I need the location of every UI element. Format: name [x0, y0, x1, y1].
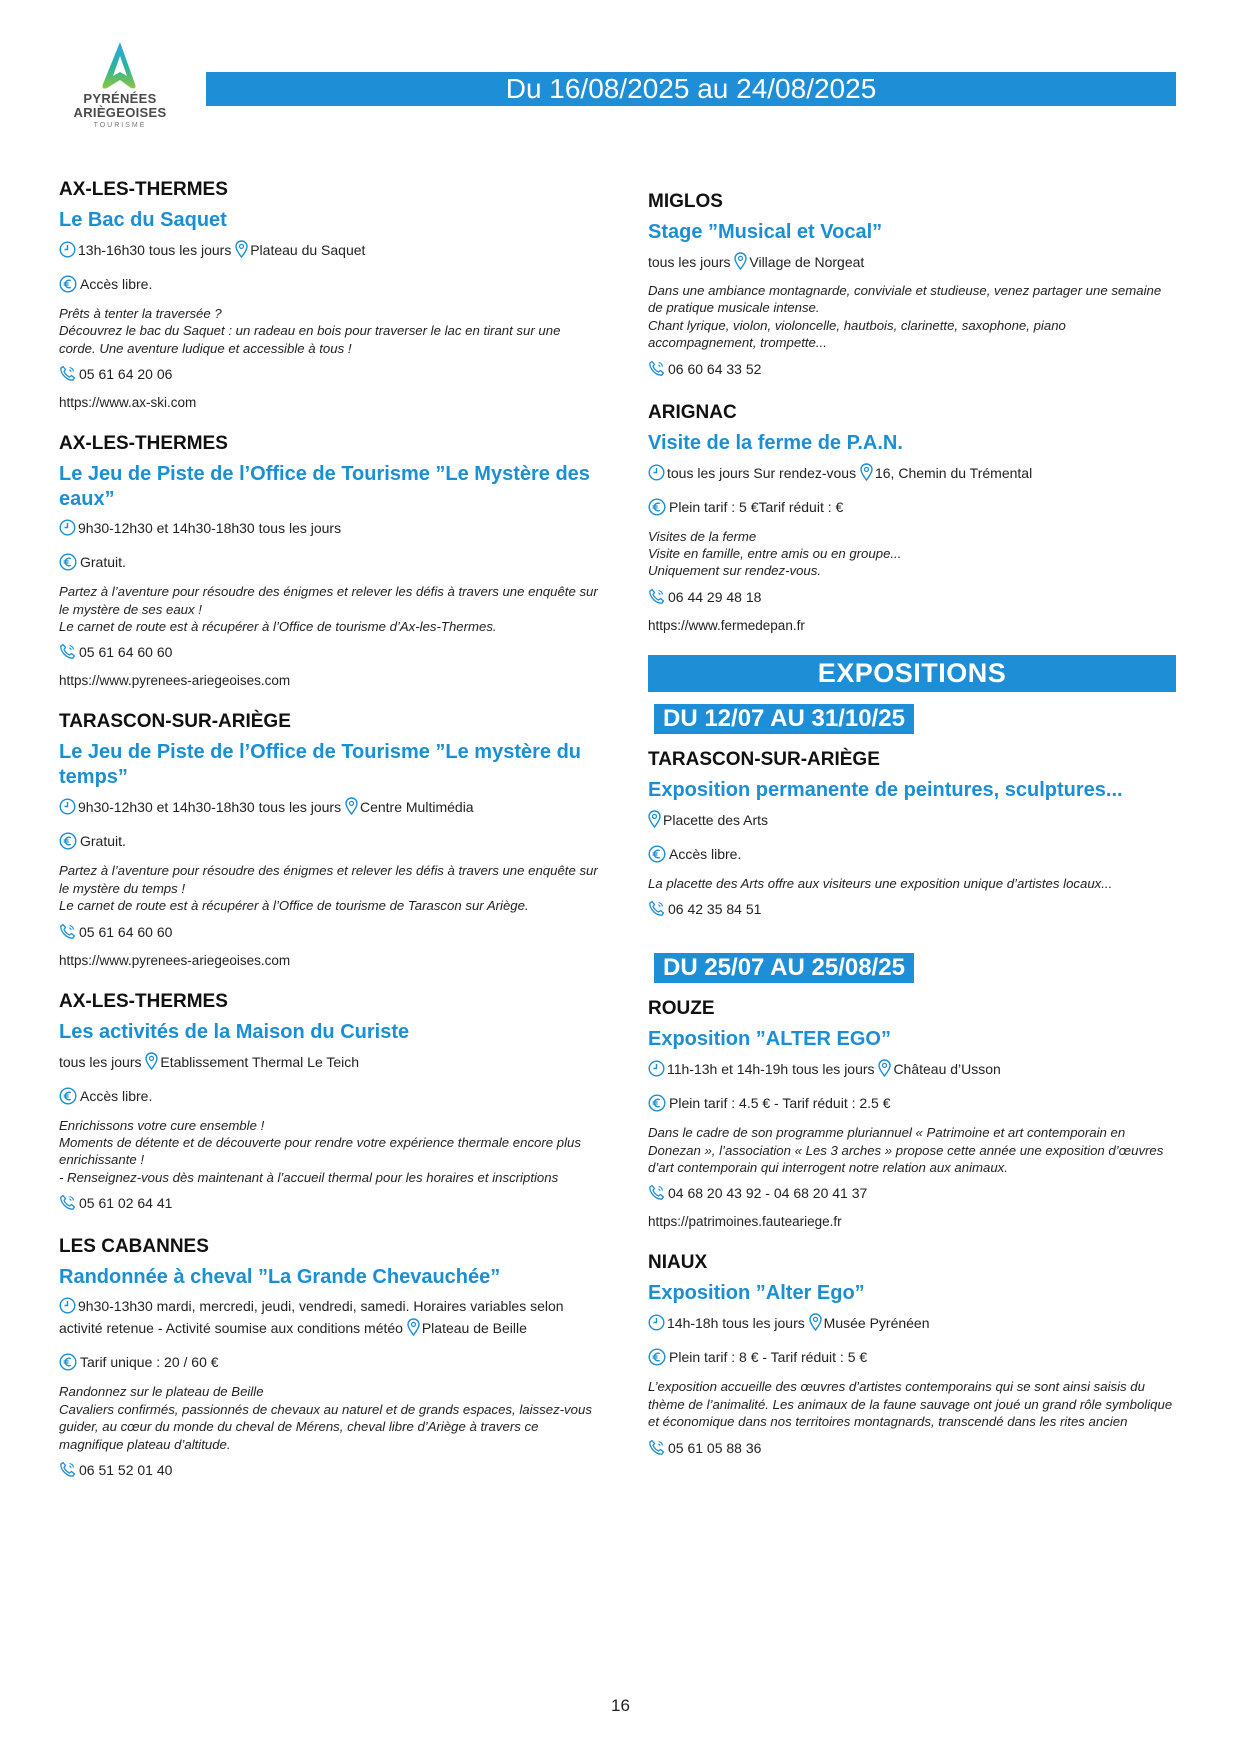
- event-description: Enrichissons votre cure ensemble ! Moments de détente et de découverte pour rendre votre expérience thermale encore plus enrichissante ! - Renseignez-vous dès maintenant à l’accueil thermal pour les horaires et inscriptions: [59, 1117, 581, 1185]
- event-description: Randonnez sur le plateau de Beille Cavaliers confirmés, passionnés de chevaux au naturel et de grands espaces, laissez-vous guider, au cœur du monde du cheval de Mérens, cheval libre d’Ariège à travers ce magnifique plateau d’altitude.: [59, 1384, 592, 1452]
- page-number: 16: [611, 1696, 630, 1715]
- period-label-2: DU 25/07 AU 25/08/25: [654, 953, 914, 983]
- event-schedule-location: [648, 1059, 1176, 1081]
- event-price: [59, 553, 599, 575]
- event-schedule: tous les jours Sur rendez-vous: [667, 464, 857, 481]
- event-schedule-location: [59, 1052, 599, 1074]
- event-schedule: 14h-18h tous les jours: [667, 1315, 805, 1332]
- event-description: Dans le cadre de son programme pluriannuel « Patrimoine et art contemporain en Donezan », l’association « Les 3 arches » propose cette année une exposition d’œuvres d’art contemporain qui interrogent notre relation aux animaux.: [648, 1125, 1164, 1176]
- event-phone-number: 05 61 02 64 41: [79, 1195, 173, 1212]
- event-description: La placette des Arts offre aux visiteurs une exposition unique d’artistes locaux...: [648, 875, 1113, 891]
- event-url[interactable]: https://www.pyrenees-ariegeoises.com: [59, 952, 291, 968]
- event-phone: [648, 1184, 1176, 1205]
- event-location: Centre Multimédia: [359, 799, 474, 816]
- event-phone: [648, 360, 1176, 381]
- event-item: [648, 748, 1176, 921]
- event-url[interactable]: https://www.ax-ski.com: [59, 395, 197, 411]
- event-title: Exposition permanente de peintures, sculptures...: [648, 778, 1123, 801]
- phone-icon: [648, 588, 665, 609]
- event-item: [648, 190, 1176, 381]
- clock-icon: [648, 1314, 665, 1335]
- event-phone: [648, 1439, 1176, 1460]
- phone-icon: [648, 360, 665, 381]
- event-schedule-location: [648, 810, 1176, 832]
- event-location: Plateau de Beille: [421, 1320, 527, 1337]
- logo: [70, 40, 170, 129]
- event-title: Exposition ”ALTER EGO”: [648, 1028, 891, 1051]
- location-pin-icon: [407, 1318, 420, 1340]
- event-price: [59, 832, 599, 854]
- event-location: 16, Chemin du Trémental: [874, 464, 1033, 481]
- event-town: AX-LES-THERMES: [59, 179, 228, 200]
- clock-icon: [59, 1297, 76, 1318]
- logo-text-line3: TOURISME: [93, 122, 147, 129]
- section-title-expositions: EXPOSITIONS: [648, 655, 1176, 692]
- event-title: Le Jeu de Piste de l’Office de Tourisme ”Le mystère du temps”: [59, 741, 582, 789]
- logo-text-line1: PYRÉNÉES: [83, 91, 157, 106]
- event-price-text: Accès libre.: [80, 276, 153, 292]
- euro-icon: [648, 845, 666, 867]
- event-town: TARASCON-SUR-ARIÈGE: [648, 748, 880, 770]
- phone-icon: [59, 643, 76, 664]
- event-url[interactable]: https://www.pyrenees-ariegeoises.com: [59, 673, 291, 689]
- event-price: [648, 1094, 1176, 1116]
- event-location: Château d’Usson: [893, 1061, 1001, 1078]
- event-schedule-location: [59, 797, 599, 819]
- event-town: LES CABANNES: [59, 1236, 209, 1258]
- event-schedule-location: [59, 519, 599, 540]
- location-pin-icon: [734, 252, 747, 274]
- event-title: Le Jeu de Piste de l’Office de Tourisme ”Le Mystère des eaux”: [59, 463, 590, 511]
- event-phone-number: 04 68 20 43 92 - 04 68 20 41 37: [668, 1185, 868, 1202]
- event-schedule-location: [648, 1313, 1176, 1335]
- clock-icon: [59, 519, 76, 540]
- euro-icon: [59, 1353, 77, 1375]
- event-town: MIGLOS: [648, 191, 723, 212]
- event-schedule-location: [59, 1297, 599, 1340]
- event-item: [59, 1235, 599, 1482]
- event-schedule: tous les jours: [648, 254, 731, 270]
- event-price: [648, 498, 1176, 520]
- event-title: Les activités de la Maison du Curiste: [59, 1020, 410, 1043]
- euro-icon: [59, 553, 77, 575]
- location-pin-icon: [145, 1052, 158, 1074]
- euro-icon: [59, 1087, 77, 1109]
- event-description: L’exposition accueille des œuvres d’artistes contemporains qui se sont ainsi saisis du thème de l’animalité. Les animaux de la faune sauvage ont joué un grand rôle symbolique et économique dans nos territoires montagnards, transcendé dans les rites ancien: [648, 1379, 1173, 1430]
- event-price: [59, 275, 599, 297]
- event-town: TARASCON-SUR-ARIÈGE: [59, 711, 291, 733]
- event-url[interactable]: https://patrimoines.fauteariege.fr: [648, 1214, 842, 1230]
- event-price-text: Plein tarif : 5 €Tarif réduit : €: [669, 498, 844, 515]
- event-location: Village de Norgeat: [749, 254, 865, 270]
- event-phone-number: 06 51 52 01 40: [79, 1461, 173, 1478]
- event-item: [59, 178, 599, 412]
- event-price-text: Gratuit.: [80, 554, 126, 571]
- event-description: Prêts à tenter la traversée ? Découvrez le bac du Saquet : un radeau en bois pour traverser le lac en tirant sur une corde. Une aventure ludique et accessible à tous !: [59, 306, 561, 356]
- event-description: Partez à l’aventure pour résoudre des énigmes et relever les défis à travers une enquête sur le mystère de ses eaux ! Le carnet de route est à récupérer à l’Office de tourisme d’Ax-les-Thermes.: [59, 584, 598, 635]
- event-phone: [59, 1194, 599, 1215]
- event-description: Dans une ambiance montagnarde, conviviale et studieuse, venez partager une semaine de pratique musicale intense. Chant lyrique, violon, violoncelle, hautbois, clarinette, saxophone, piano accompagnement, trompette...: [648, 283, 1162, 351]
- event-description: Partez à l’aventure pour résoudre des énigmes et relever les défis à travers une enquête sur le mystère du temps ! Le carnet de route est à récupérer à l’Office de tourisme de Tarascon sur Ariège.: [59, 863, 598, 914]
- period-label-1: DU 12/07 AU 31/10/25: [654, 704, 914, 734]
- event-phone-number: 06 60 64 33 52: [668, 360, 762, 377]
- event-item: [648, 1251, 1176, 1459]
- event-town: NIAUX: [648, 1252, 708, 1274]
- event-price-text: Gratuit.: [80, 833, 126, 850]
- event-location: Plateau du Saquet: [250, 242, 366, 258]
- event-schedule-location: [648, 252, 1176, 274]
- event-price-text: Accès libre.: [80, 1087, 153, 1104]
- event-title: Visite de la ferme de P.A.N.: [648, 431, 903, 454]
- event-schedule: 9h30-13h30 mardi, mercredi, jeudi, vendredi, samedi. Horaires variables selon activité retenue - Activité soumise aux conditions météo: [59, 1298, 564, 1337]
- location-pin-icon: [878, 1059, 891, 1081]
- location-pin-icon: [648, 810, 661, 832]
- logo-text-line2: ARIÈGEOISES: [73, 105, 167, 120]
- event-phone: [59, 643, 599, 664]
- location-pin-icon: [860, 463, 873, 485]
- phone-icon: [648, 1184, 665, 1205]
- event-schedule: 9h30-12h30 et 14h30-18h30 tous les jours: [78, 520, 342, 537]
- location-pin-icon: [235, 240, 248, 262]
- event-phone: [59, 1461, 599, 1482]
- clock-icon: [648, 1060, 665, 1081]
- event-title: Stage ”Musical et Vocal”: [648, 221, 883, 243]
- euro-icon: [648, 498, 666, 520]
- event-item: [59, 990, 599, 1216]
- event-title: Randonnée à cheval ”La Grande Chevauchée”: [59, 1266, 501, 1289]
- event-price: [59, 1087, 599, 1109]
- phone-icon: [59, 923, 76, 944]
- event-title: Exposition ”Alter Ego”: [648, 1282, 865, 1305]
- event-phone: [59, 365, 599, 386]
- event-schedule: tous les jours: [59, 1053, 142, 1070]
- event-phone: [648, 900, 1176, 921]
- event-schedule: 13h-16h30 tous les jours: [78, 242, 232, 258]
- phone-icon: [648, 900, 665, 921]
- event-phone: [59, 923, 599, 944]
- phone-icon: [648, 1439, 665, 1460]
- event-item: [59, 710, 599, 969]
- event-description: Visites de la ferme Visite en famille, entre amis ou en groupe... Uniquement sur rendez-vous.: [648, 528, 902, 579]
- event-schedule-location: [648, 463, 1176, 485]
- event-location: Musée Pyrénéen: [823, 1315, 930, 1332]
- location-pin-icon: [345, 797, 358, 819]
- euro-icon: [648, 1348, 666, 1370]
- left-column: [59, 178, 599, 1502]
- euro-icon: [648, 1094, 666, 1116]
- event-price: [59, 1353, 599, 1375]
- date-range-banner: Du 16/08/2025 au 24/08/2025: [206, 72, 1176, 106]
- phone-icon: [59, 1461, 76, 1482]
- event-location: Etablissement Thermal Le Teich: [160, 1053, 360, 1070]
- event-url[interactable]: https://www.fermedepan.fr: [648, 617, 805, 633]
- event-price: [648, 845, 1176, 867]
- clock-icon: [59, 241, 76, 262]
- event-phone-number: 05 61 64 60 60: [79, 644, 173, 661]
- event-item: [59, 432, 599, 690]
- euro-icon: [59, 275, 77, 297]
- event-price-text: Tarif unique : 20 / 60 €: [80, 1354, 219, 1371]
- euro-icon: [59, 832, 77, 854]
- event-phone: [648, 588, 1176, 609]
- right-column: [648, 190, 1176, 1480]
- event-item: [648, 997, 1176, 1231]
- event-town: AX-LES-THERMES: [59, 990, 228, 1012]
- event-schedule: 11h-13h et 14h-19h tous les jours: [667, 1061, 875, 1078]
- location-pin-icon: [809, 1313, 822, 1335]
- event-town: ARIGNAC: [648, 401, 737, 423]
- event-phone-number: 05 61 64 20 06: [79, 366, 173, 383]
- event-schedule-location: [59, 240, 599, 262]
- event-phone-number: 06 42 35 84 51: [668, 901, 762, 918]
- event-schedule: 9h30-12h30 et 14h30-18h30 tous les jours: [78, 799, 342, 816]
- event-location: Placette des Arts: [663, 811, 769, 828]
- event-town: ROUZE: [648, 998, 715, 1020]
- phone-icon: [59, 365, 76, 386]
- event-price-text: Plein tarif : 8 € - Tarif réduit : 5 €: [669, 1349, 868, 1366]
- event-title: Le Bac du Saquet: [59, 209, 227, 231]
- event-price: [648, 1348, 1176, 1370]
- event-item: [648, 401, 1176, 635]
- clock-icon: [648, 464, 665, 485]
- clock-icon: [59, 798, 76, 819]
- event-phone-number: 05 61 05 88 36: [668, 1439, 762, 1456]
- event-price-text: Accès libre.: [669, 845, 742, 862]
- event-price-text: Plein tarif : 4.5 € - Tarif réduit : 2.5 €: [669, 1095, 891, 1112]
- event-phone-number: 06 44 29 48 18: [668, 588, 762, 605]
- event-town: AX-LES-THERMES: [59, 433, 228, 455]
- phone-icon: [59, 1194, 76, 1215]
- event-phone-number: 05 61 64 60 60: [79, 923, 173, 940]
- logo-mark-icon: [95, 40, 145, 92]
